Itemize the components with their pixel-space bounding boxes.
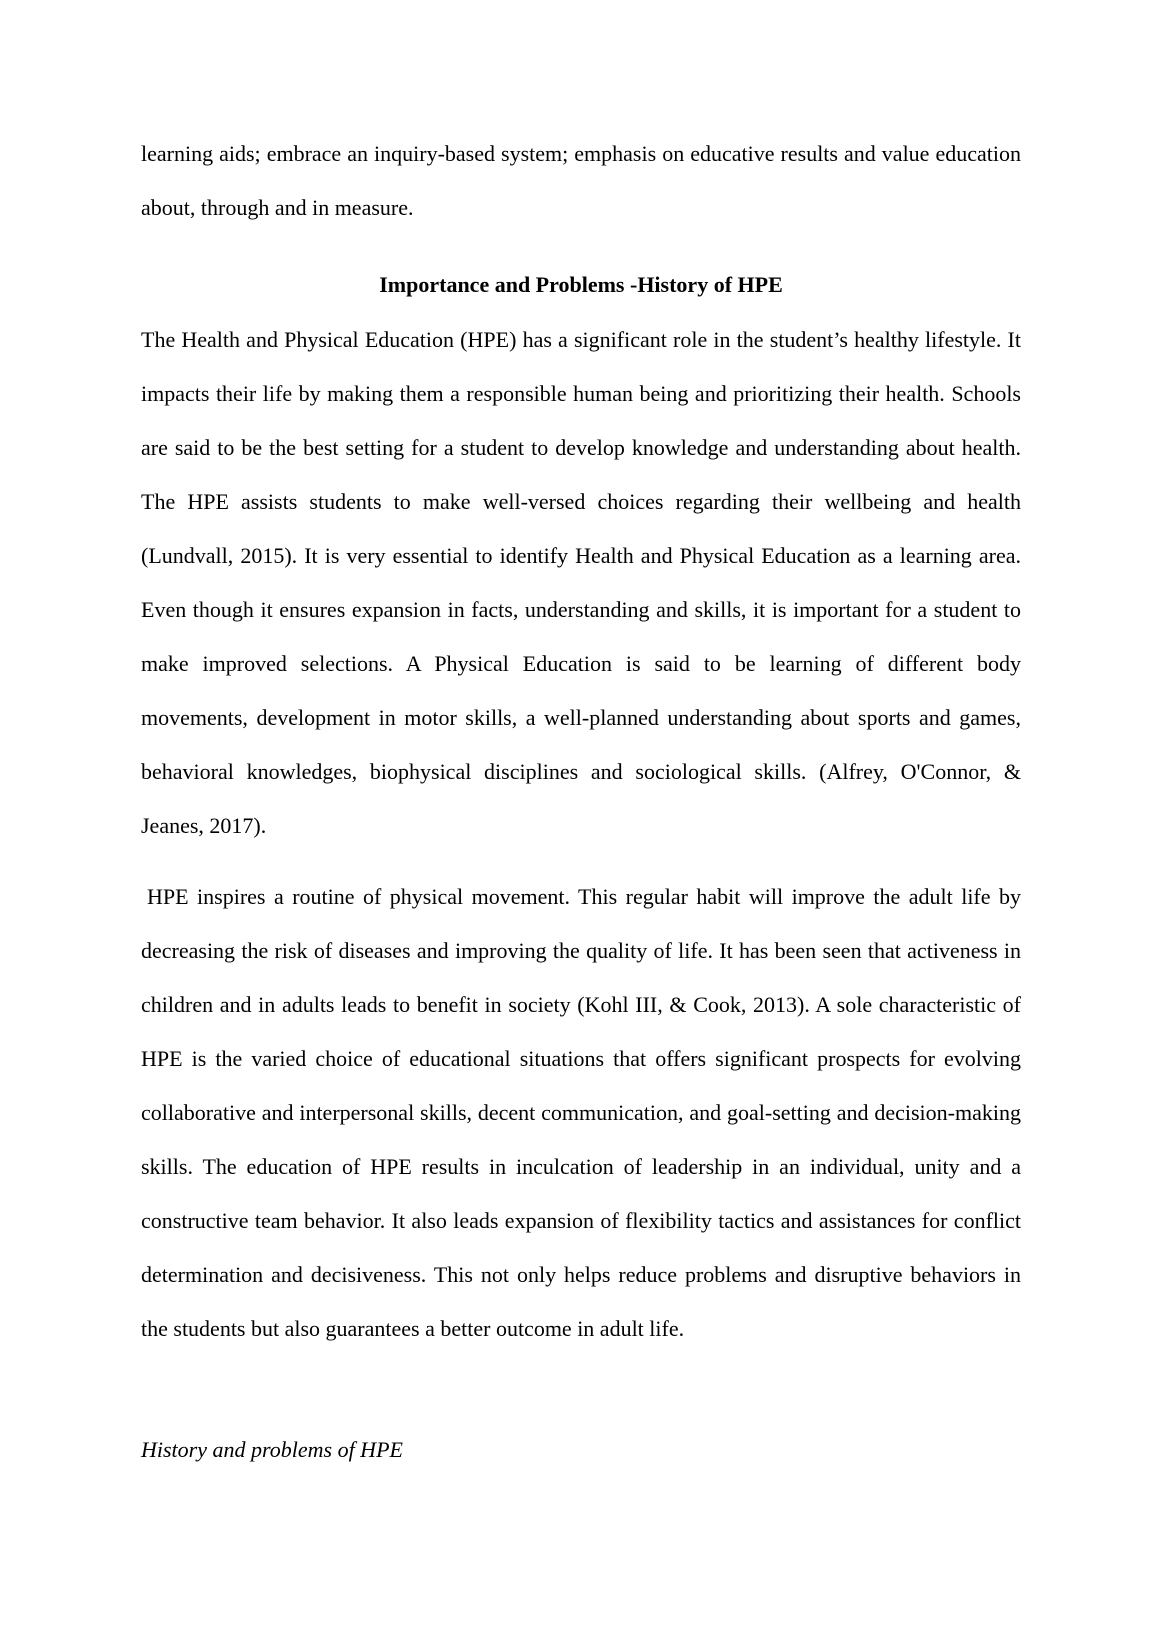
paragraph-benefits: HPE inspires a routine of physical movement. This regular habit will improve the adult life by decreasing the risk of diseases and improving the quality of life. It has been seen that activeness in children and in adults leads to benefit in society (Kohl III, & Cook, 2013). A sole characteristic of HPE is the varied choice of educational situations that offers significant prospects for evolving collaborative and interpersonal skills, decent communication, and goal-setting and decision-making skills. The education of HPE results in inculcation of leadership in an individual, unity and a constructive team behavior. It also leads expansion of flexibility tactics and assistances for conflict determination and decisiveness. This not only helps reduce problems and disruptive behaviors in the students but also guarantees a better outcome in adult life.: [141, 884, 1021, 1341]
section-heading: Importance and Problems -History of HPE: [379, 272, 783, 297]
paragraph-importance: The Health and Physical Education (HPE) has a significant role in the student’s healthy lifestyle. It impacts their life by making them a responsible human being and prioritizing their health. Schools are said to be the best setting for a student to develop knowledge and understanding about health. The HPE assists students to make well-versed choices regarding their wellbeing and health (Lundvall, 2015). It is very essential to identify Health and Physical Education as a learning area. Even though it ensures expansion in facts, understanding and skills, it is important for a student to make improved selections. A Physical Education is said to be learning of different body movements, development in motor skills, a well-planned understanding about sports and games, behavioral knowledges, biophysical disciplines and sociological skills. (Alfrey, O'Connor, & Jeanes, 2017).: [141, 327, 1021, 838]
subheading-history: History and problems of HPE: [141, 1437, 403, 1462]
intro-continuation-paragraph: learning aids; embrace an inquiry-based system; emphasis on educative results and value education about, through and in measure.: [141, 141, 1021, 220]
